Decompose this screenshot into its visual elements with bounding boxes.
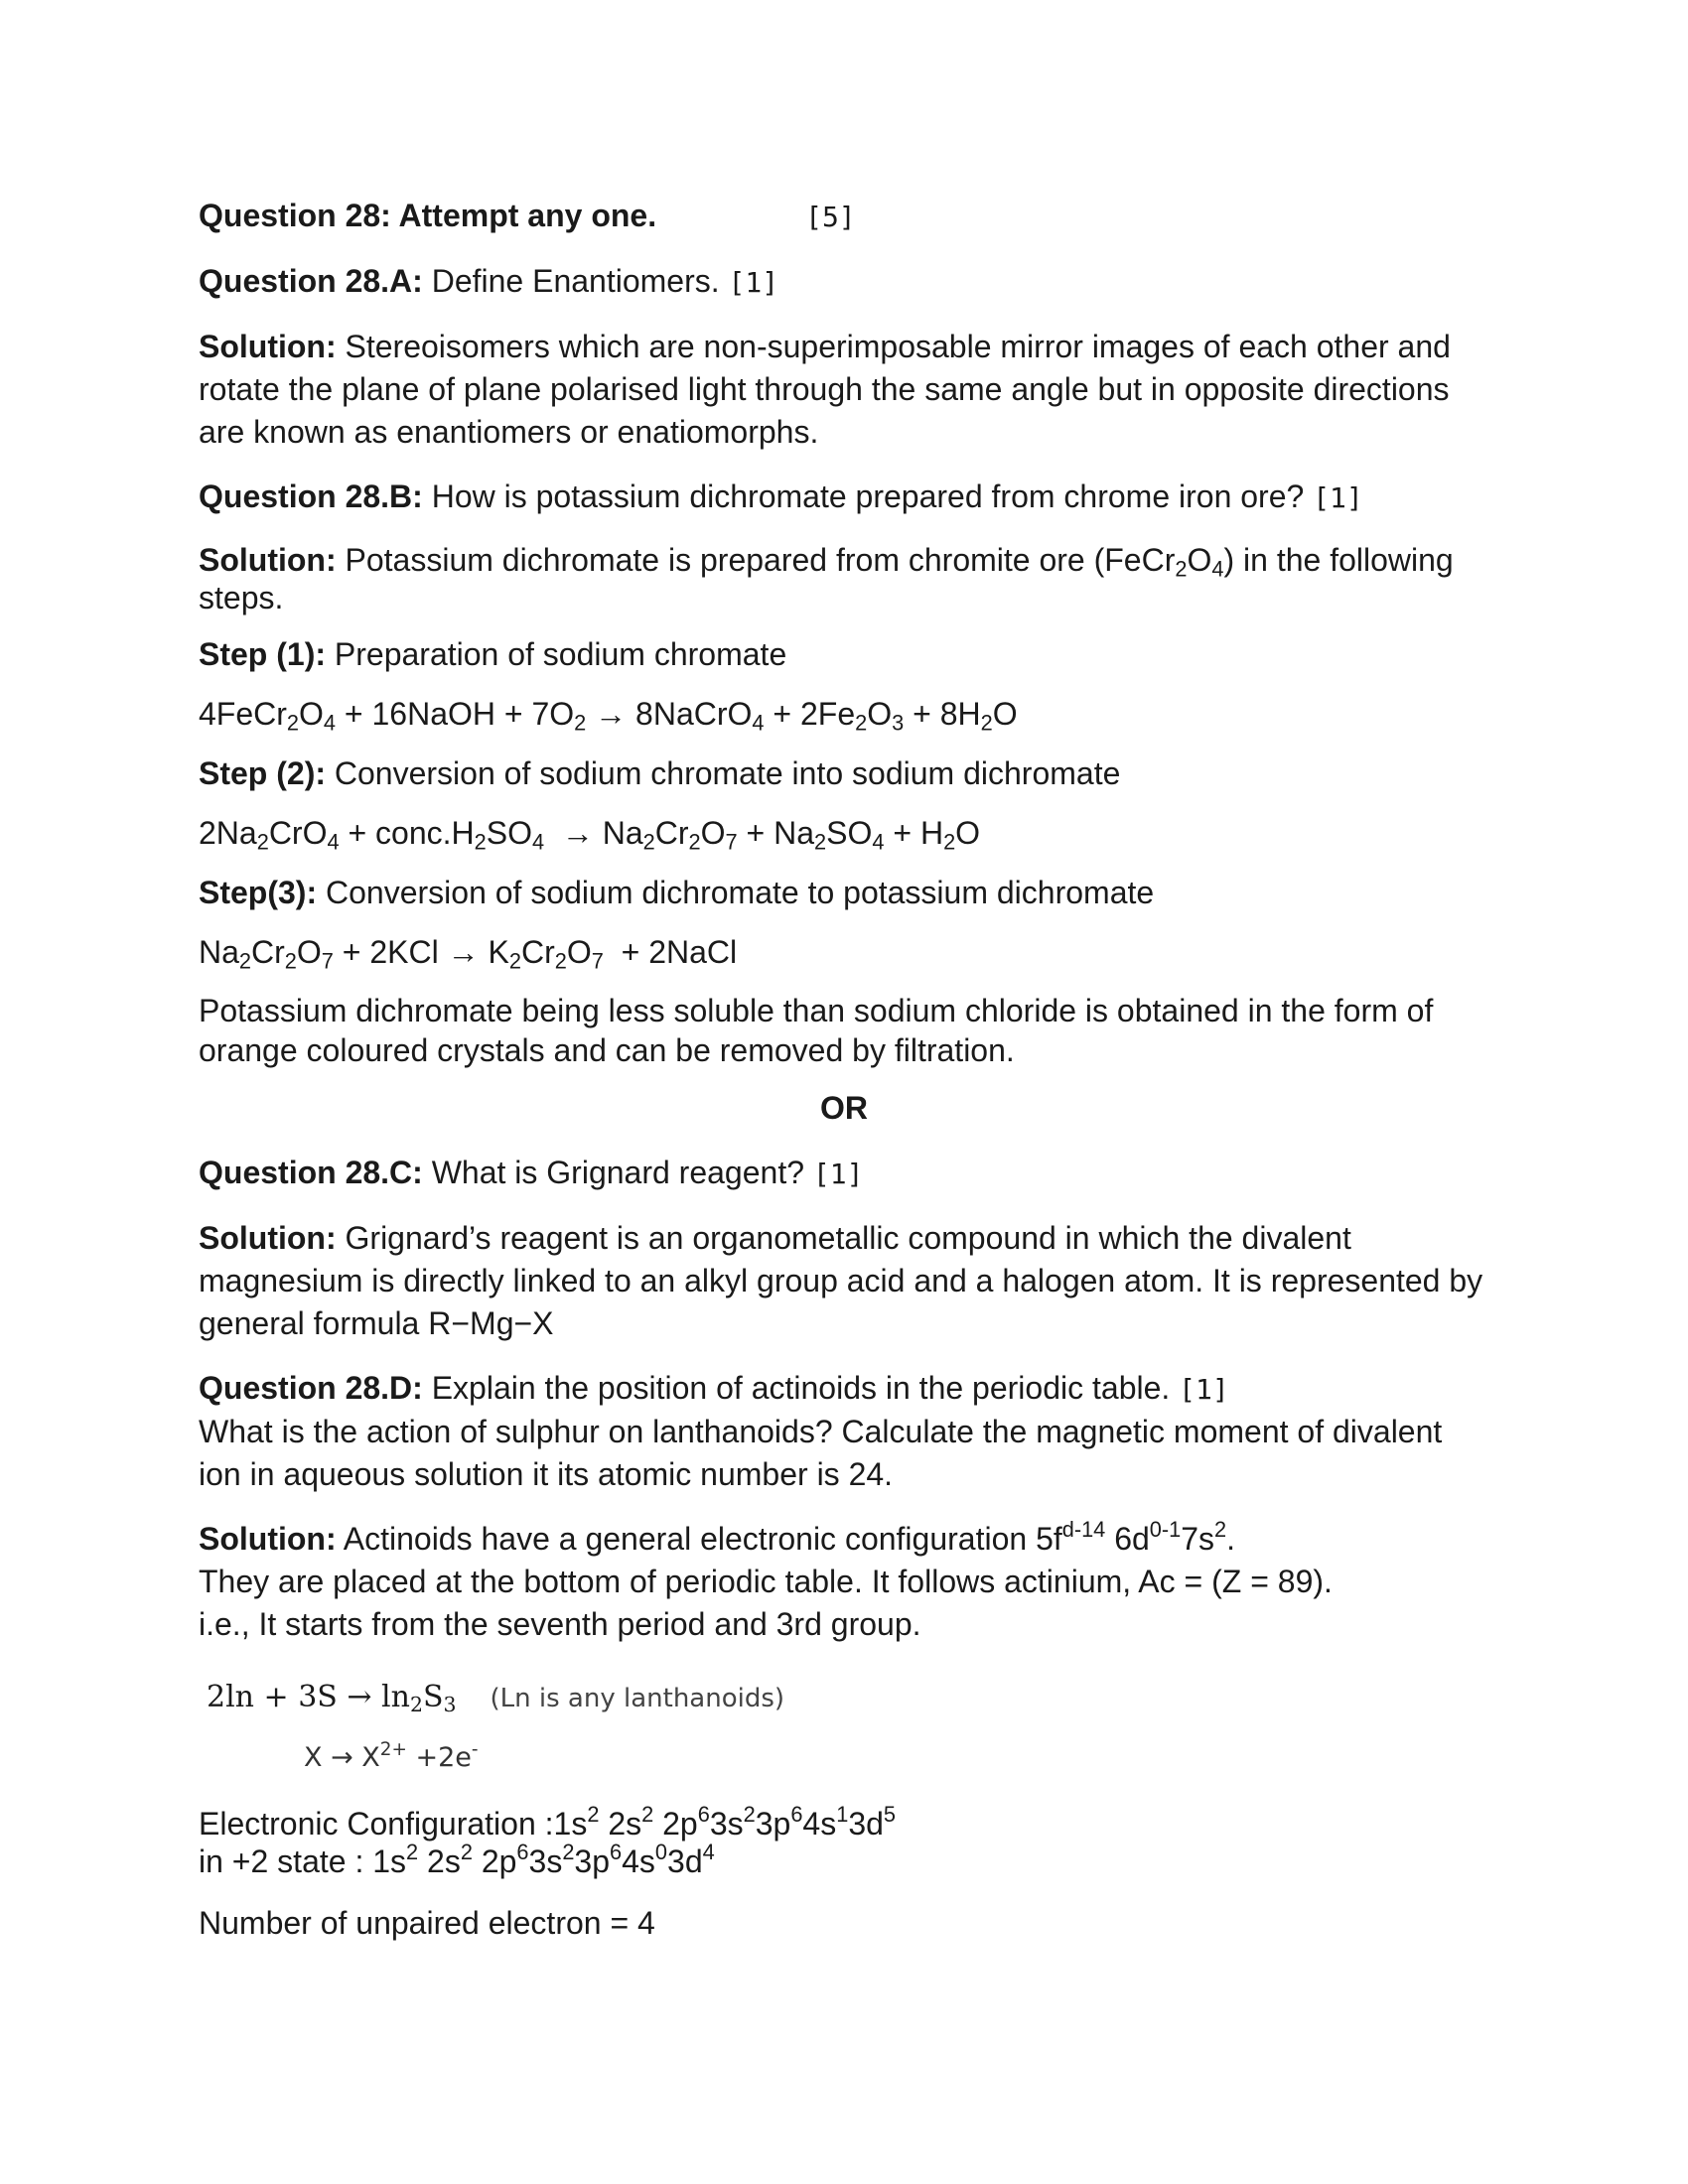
step-2: Step (2): Conversion of sodium chromate into sodium dichromate: [199, 755, 1121, 791]
unpaired-electrons: Number of unpaired electron = 4: [199, 1905, 655, 1941]
question-28b: Question 28.B: How is potassium dichromate prepared from chrome iron ore? [1]: [199, 478, 1363, 514]
solution-28c: Solution: Grignard’s reagent is an organometallic compound in which the divalent magnesium is directly linked to an alkyl group acid and a halogen atom. It is represented by general formula R−Mg−X: [199, 1220, 1483, 1341]
equation-2: $2Na_2CrO_4$ + $conc.H_2SO_4 \to Na_2Cr_2O_7 + Na_2SO_4 + H_2O$: [199, 815, 981, 855]
lanthanoid-note: (Ln is any lanthanoids): [490, 1684, 785, 1713]
solution-28d: Solution: Actinoids have a general electronic configuration $5f^{d-14}$ $6d^{0-1}7s^2$. They are placed at the bottom of periodic table. It follows actinium, Ac = (Z = 89). i.e., It starts from the seventh period and 3rd group.: [199, 1516, 1333, 1642]
solution-28a: Solution: Stereoisomers which are non-superimposable mirror images of each other and rotate the plane of plane polarised light through the same angle but in opposite directions are known as enantiomers or enatiomorphs.: [199, 329, 1451, 450]
question-28d: Question 28.D: Explain the position of actinoids in the periodic table. [1] What is the action of sulphur on lanthanoids? Calculate the magnetic moment of divalent ion in aqueous solution it its atomic number is 24.: [199, 1370, 1443, 1492]
filtration-paragraph: Potassium dichromate being less soluble than sodium chloride is obtained in the form of orange coloured crystals and can be removed by filtration.: [199, 993, 1434, 1068]
equation-3: $Na_2Cr_2O_7 + 2KCl \to K_2Cr_2O_7$ + 2NaCl: [199, 934, 738, 974]
content: [199, 195, 1489, 1945]
solution-28b: Solution: Potassium dichromate is prepared from chromite ore $(FeCr_2O_4)$ in the following steps.: [199, 542, 1454, 615]
lanthanoid-equations: [199, 1676, 1489, 1779]
question-28a: Question 28.A: Define Enantiomers. [1]: [199, 263, 779, 299]
step-3: Step(3): Conversion of sodium dichromate to potassium dichromate: [199, 875, 1155, 910]
sulphur-reaction: $2\ln + 3S \to \ln_2S_3$ (Ln is any lanthanoids): [207, 1680, 785, 1717]
or-separator: OR: [820, 1090, 868, 1126]
question-28c: Question 28.C: What is Grignard reagent? [1]: [199, 1155, 864, 1190]
question-28: Question 28: Attempt any one. [5]: [199, 198, 856, 233]
electronic-configuration: Electronic Configuration $:1s^2$ $2s^2$ $2p^63s^23p^64s^13d^5$ in +2 state : $1s^2$ $2s^2$ $2p^63s^23p^64s^03d^4$: [199, 1801, 897, 1879]
ionization-equation: $X \to X^{2+} +2e^-$: [304, 1738, 479, 1773]
step-1: Step (1): Preparation of sodium chromate: [199, 636, 787, 672]
equation-1: $4FeCr_2O_4$ + 16NaOH + $7O_2$ → 8NaCrO$_4$ + $2Fe_2O_3 + 8H_2O$: [199, 696, 1018, 736]
